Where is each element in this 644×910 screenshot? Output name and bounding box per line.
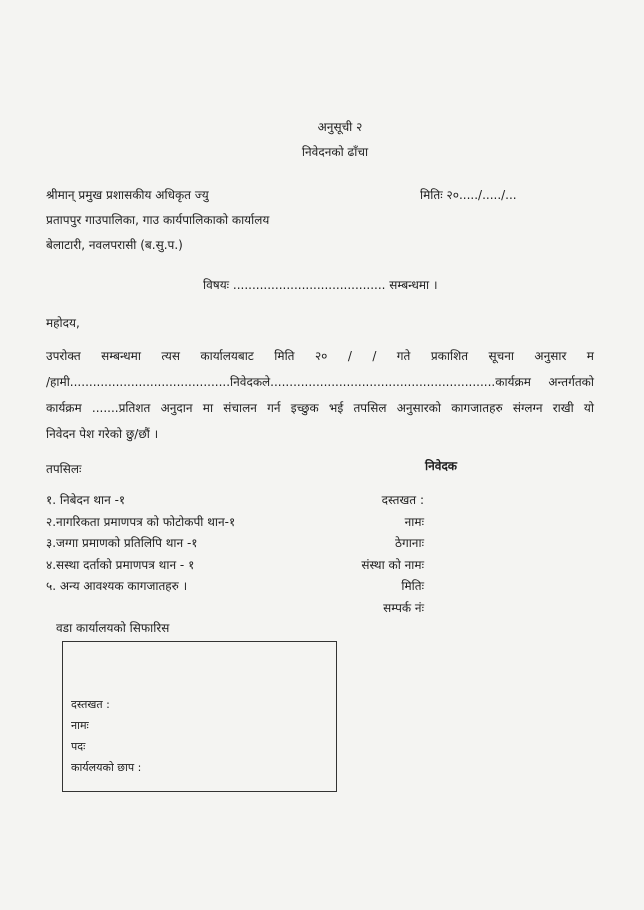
body-paragraph	[46, 343, 594, 447]
recommendation-box	[62, 641, 337, 792]
list-item: ५. अन्य आवश्यक कागजातहरु ।	[46, 579, 188, 593]
organization-name-field: संस्था को नामः	[361, 557, 424, 572]
list-item: ४.सस्था दर्ताको प्रमाणपत्र थान - १	[46, 557, 195, 572]
applicant-fields	[300, 490, 424, 619]
name-field: नामः	[404, 514, 424, 529]
recommendation-name-field: नामः	[71, 719, 89, 732]
body-line: निवेदन पेश गरेको छु/छौं ।	[46, 427, 159, 441]
schedule-heading: अनुसूची २	[317, 120, 363, 134]
attachments-list	[46, 490, 235, 598]
list-item: १. निबेदन थान -१	[46, 493, 126, 507]
recommendation-post-field: पदः	[71, 740, 86, 753]
addressee-line-1: श्रीमान् प्रमुख प्रशासकीय अधिकृत ज्यु	[46, 188, 209, 202]
recommendation-title: वडा कार्यालयको सिफारिस	[56, 621, 170, 635]
date-field: मितिः २०...../...../...	[420, 188, 517, 202]
contact-number-field: सम्पर्क नंः	[383, 600, 424, 615]
addressee-line-2: प्रतापपुर गाउपालिका, गाउ कार्यपालिकाको कार्यालय	[46, 213, 270, 227]
form-title: निवेदनको ढाँचा	[301, 145, 369, 159]
addressee-line-3: बेलाटारी, नवलपरासी (ब.सु.प.)	[46, 238, 183, 252]
address-field: ठेगानाः	[394, 536, 424, 550]
recommendation-signature-field: दस्तखत :	[71, 698, 110, 711]
office-stamp-field: कार्यलयको छाप :	[71, 761, 142, 774]
details-label: तपसिलः	[46, 462, 82, 476]
salutation: महोदय,	[46, 316, 80, 330]
applicant-date-field: मितिः	[401, 579, 424, 593]
applicant-label: निवेदक	[425, 459, 458, 473]
body-line: /हामी..........................................निवेदकले...........................................................कार्यक्रम अन्तर्गतको	[46, 375, 594, 389]
subject-line: विषयः ........................................ सम्बन्धमा ।	[203, 278, 438, 292]
body-line: कार्यक्रम .......प्रतिशत अनुदान मा संचालन गर्न इच्छुक भई तपसिल अनुसारको कागजातहरु संग्लग्न राखी यो	[46, 401, 594, 415]
signature-field: दस्तखत :	[381, 493, 424, 507]
list-item: २.नागरिकता प्रमाणपत्र को फोटोकपी थान-१	[46, 514, 236, 529]
list-item: ३.जग्गा प्रमाणको प्रतिलिपि थान -१	[46, 536, 198, 550]
body-line: उपरोक्त सम्बन्धमा त्यस कार्यालयबाट मिति २० / / गते प्रकाशित सूचना अनुसार म	[46, 349, 594, 363]
